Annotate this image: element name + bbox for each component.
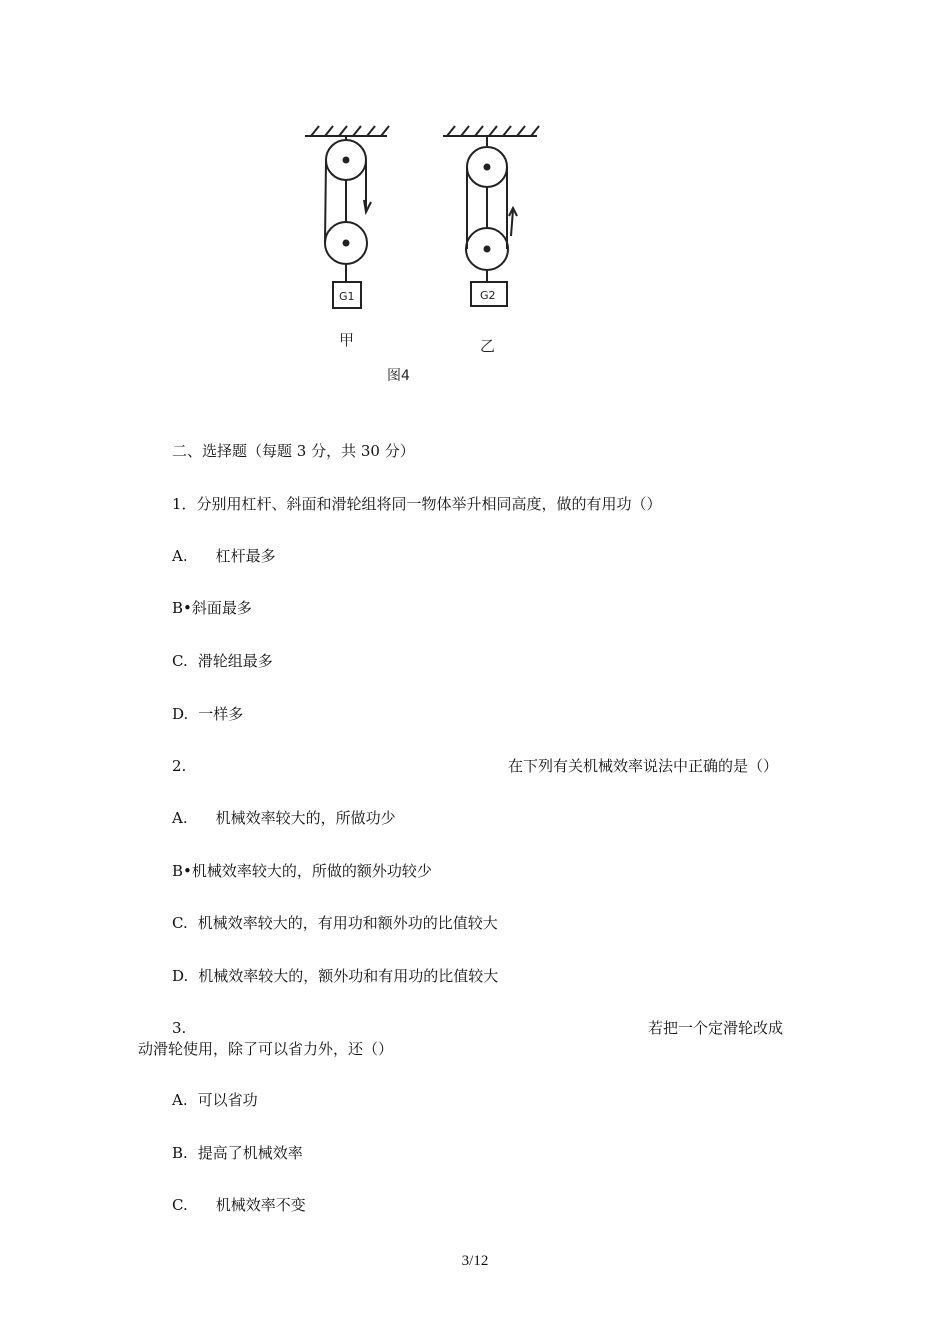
system-name-right: 乙 (480, 337, 496, 355)
question-3-stem-line2: 动滑轮使用，除了可以省力外，还（） (138, 1040, 394, 1058)
option-text: 可以省功 (197, 1091, 258, 1109)
question-3-stem-line1: 若把一个定滑轮改成 (648, 1019, 784, 1037)
option-text: 机械效率较大的，额外功和有用功的比值较大 (198, 967, 499, 985)
option-text: 机械效率不变 (215, 1196, 306, 1214)
figure-caption: 图4 (387, 368, 410, 384)
ceiling-left (305, 126, 389, 136)
pulley-diagram (287, 118, 543, 408)
weight-label-left: G1 (339, 290, 355, 303)
question-1-option-b (172, 598, 252, 618)
option-letter: C. (172, 914, 188, 932)
question-3-option-a (172, 1090, 258, 1110)
option-text: 机械效率较大的，所做的额外功较少 (191, 862, 432, 880)
ceiling-right (443, 126, 539, 136)
section-heading: 二、选择题（每题 3 分，共 30 分） (172, 442, 415, 460)
option-text: 机械效率较大的，有用功和额外功的比值较大 (197, 914, 498, 932)
option-letter: A. (172, 1091, 188, 1109)
question-3-option-b (172, 1143, 303, 1163)
pulley-figure (287, 118, 543, 408)
option-text: 提高了机械效率 (197, 1144, 303, 1162)
option-letter: A. (172, 547, 188, 565)
question-3-number: 3. (172, 1019, 187, 1037)
option-letter: A. (172, 809, 188, 827)
question-2-option-b (172, 861, 432, 881)
weight-label-right: G2 (480, 289, 496, 302)
question-1-option-c (172, 651, 273, 671)
option-letter: D. (172, 967, 189, 985)
question-2-stem: 在下列有关机械效率说法中正确的是（） (508, 757, 779, 775)
option-letter: C. (172, 652, 188, 670)
option-text: 斜面最多 (191, 599, 252, 617)
question-2-option-d (172, 966, 498, 986)
option-text: 杠杆最多 (215, 547, 276, 565)
question-2-option-c (172, 913, 498, 933)
question-2-number: 2. (172, 757, 187, 775)
option-text: 滑轮组最多 (197, 652, 273, 670)
option-letter: D. (172, 705, 189, 723)
option-letter: B• (172, 862, 192, 880)
option-text: 一样多 (198, 705, 244, 723)
option-letter: B• (172, 599, 192, 617)
option-letter: B. (172, 1144, 188, 1162)
question-2-option-a (172, 808, 396, 828)
system-name-left: 甲 (339, 331, 355, 349)
question-1-option-d (172, 704, 243, 724)
pulley-system-left (325, 136, 371, 308)
option-letter: C. (172, 1196, 188, 1214)
pulley-system-right (466, 136, 517, 306)
question-1-option-a (172, 546, 276, 566)
question-1-stem: 1．分别用杠杆、斜面和滑轮组将同一物体举升相同高度，做的有用功（） (172, 495, 662, 513)
question-3-option-c (172, 1195, 306, 1215)
page-number: 3/12 (461, 1253, 489, 1269)
option-text: 机械效率较大的，所做功少 (215, 809, 396, 827)
